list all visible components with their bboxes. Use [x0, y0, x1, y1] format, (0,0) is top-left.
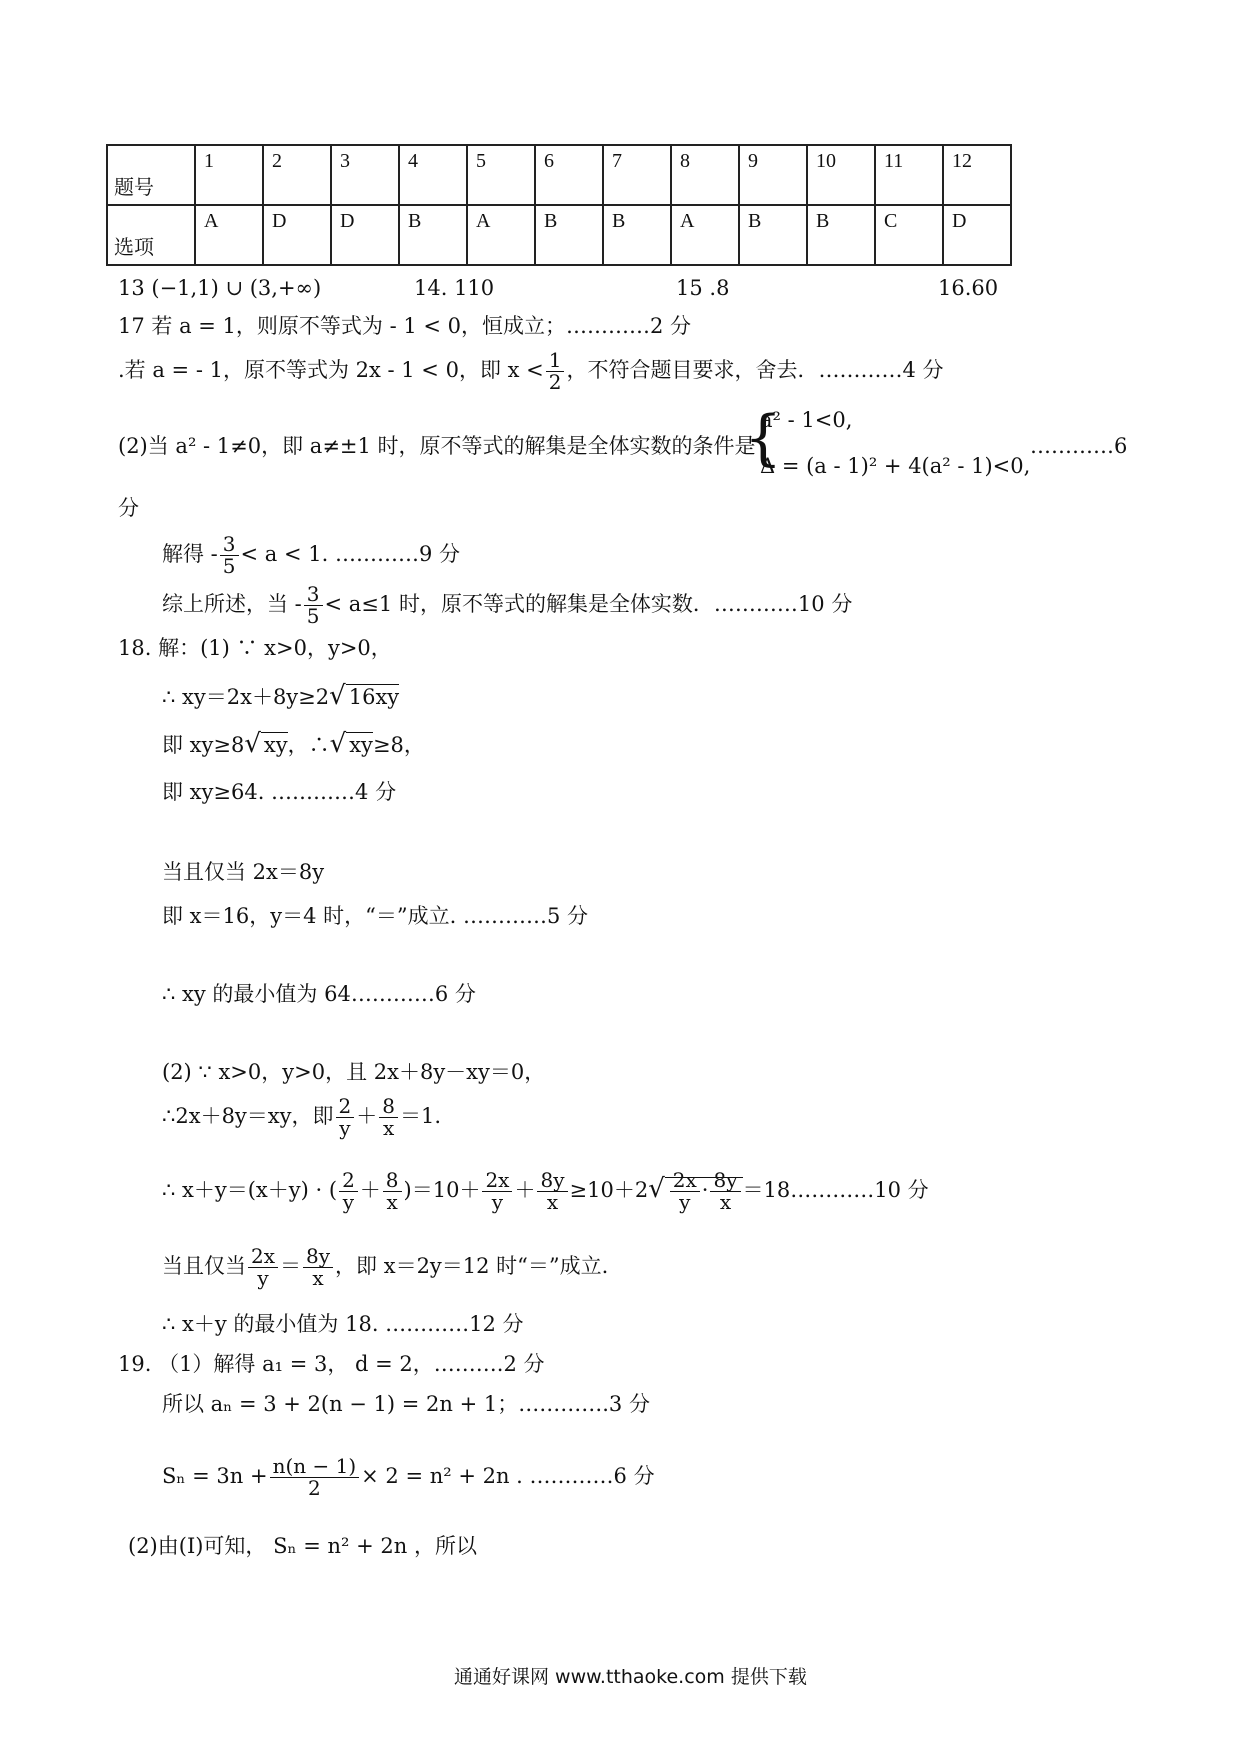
fraction-numerator: 2 — [336, 1096, 355, 1118]
q19-line-3 — [162, 1456, 655, 1499]
fraction-denominator: x — [312, 1266, 324, 1290]
table-cell: 3 — [331, 145, 399, 205]
q17-line-1: 17 若 a = 1，则原不等式为 - 1 < 0，恒成立；…………2 分 — [118, 314, 692, 338]
fraction-numerator: 1 — [546, 350, 565, 372]
table-cell: C — [875, 205, 943, 265]
fraction — [220, 534, 239, 577]
q17-line-4-text-a: 解得 - — [162, 542, 218, 566]
table-cell: D — [263, 205, 331, 265]
fraction-numerator: 8 — [379, 1096, 398, 1118]
table-cell: B — [603, 205, 671, 265]
table-cell: A — [195, 205, 263, 265]
q18-line-8: (2) ∵ x>0，y>0，且 2x＋8y－xy＝0， — [162, 1060, 546, 1084]
sqrt-symbol: √ — [329, 729, 347, 759]
answer-14: 14. 110 — [414, 276, 495, 300]
fraction-numerator: 2x — [248, 1246, 278, 1268]
q17-score-6: …………6 — [1030, 434, 1128, 458]
fraction-numerator: 2x — [670, 1170, 700, 1192]
q17-line-5-text-b: < a≤1 时，原不等式的解集是全体实数．…………10 分 — [324, 592, 853, 616]
q17-score-unit: 分 — [118, 496, 139, 520]
q19-line-2: 所以 aₙ = 3 + 2(n − 1) = 2n + 1；………….3 分 — [162, 1392, 650, 1416]
table-cell: 5 — [467, 145, 535, 205]
q17-line-5 — [162, 584, 852, 627]
fraction-denominator: y — [342, 1190, 355, 1214]
q18-line-12: ∴ x＋y 的最小值为 18. …………12 分 — [162, 1312, 524, 1336]
q18-line-9 — [162, 1096, 441, 1139]
radicand — [665, 1168, 743, 1214]
q18-line-4: 即 xy≥64. …………4 分 — [162, 780, 397, 804]
fraction-numerator: 8y — [710, 1170, 740, 1192]
fraction-numerator: 2x — [482, 1170, 512, 1192]
radicand: xy — [261, 732, 288, 757]
q18-line-9-text-a: ∴2x＋8y＝xy，即 — [162, 1104, 334, 1128]
fraction — [383, 1170, 402, 1213]
q17-line-3: (2)当 a² - 1≠0，即 a≠±1 时，原不等式的解集是全体实数的条件是 — [118, 434, 756, 458]
q18-line-6: 即 x＝16，y＝4 时，“＝”成立. …………5 分 — [162, 904, 588, 928]
fraction-denominator: x — [719, 1190, 732, 1214]
header-label: 题号 — [107, 145, 195, 205]
fraction-denominator: x — [382, 1116, 395, 1140]
radicand: 16xy — [346, 684, 399, 709]
answer-table — [106, 144, 1012, 266]
table-cell: 4 — [399, 145, 467, 205]
q18-line-10-text-b: )＝10＋ — [403, 1178, 481, 1202]
table-cell: 1 — [195, 145, 263, 205]
q19-line-1: 19. （1）解得 a₁ = 3， d = 2，……….2 分 — [118, 1352, 545, 1376]
q18-line-2 — [162, 682, 399, 711]
radicand: xy — [346, 732, 373, 757]
answer-16: 16.60 — [938, 276, 999, 300]
q18-line-10 — [162, 1170, 929, 1213]
fraction-denominator: 2 — [548, 370, 562, 394]
table-cell: A — [467, 205, 535, 265]
table-row-answers — [107, 205, 1011, 265]
q18-line-1: 18. 解：(1) ∵ x>0，y>0， — [118, 636, 392, 660]
fraction-denominator: x — [386, 1190, 398, 1214]
fraction-numerator: 2 — [339, 1170, 358, 1192]
fraction — [379, 1096, 398, 1139]
table-cell: B — [535, 205, 603, 265]
fraction-denominator: 2 — [308, 1476, 321, 1500]
q19-line-4: (2)由(Ⅰ)可知， Sₙ = n² + 2n ，所以 — [128, 1534, 477, 1558]
fraction-numerator: n(n − 1) — [270, 1456, 360, 1478]
q18-line-7: ∴ xy 的最小值为 64…………6 分 — [162, 982, 476, 1006]
q18-line-11-text-a: 当且仅当 — [162, 1254, 246, 1278]
equals-sign: ＝ — [280, 1254, 302, 1278]
answer-13: 13 (−1,1) ∪ (3,+∞) — [118, 276, 322, 300]
fraction-numerator: 8 — [383, 1170, 402, 1192]
table-cell: 2 — [263, 145, 331, 205]
fraction — [537, 1170, 567, 1213]
table-row-numbers — [107, 145, 1011, 205]
fraction — [304, 584, 323, 627]
fraction-denominator: y — [491, 1190, 504, 1214]
plus-sign: ＋ — [514, 1178, 536, 1202]
table-cell: D — [943, 205, 1011, 265]
fraction-denominator: 5 — [222, 554, 236, 578]
system-line-2: Δ = (a - 1)² + 4(a² - 1)<0, — [760, 454, 1031, 478]
q18-line-5: 当且仅当 2x＝8y — [162, 860, 325, 884]
q17-line-2-text-a: .若 a = - 1，原不等式为 2x - 1 < 0，即 x < — [118, 358, 544, 382]
table-cell: B — [739, 205, 807, 265]
fraction-denominator: x — [546, 1190, 559, 1214]
fraction — [248, 1246, 278, 1289]
fraction — [339, 1170, 358, 1213]
fraction — [336, 1096, 355, 1139]
fraction — [546, 350, 565, 393]
q18-line-3-text-a: 即 xy≥8 — [162, 733, 245, 757]
plus-sign: ＋ — [356, 1104, 378, 1128]
q18-line-10-text-a: ∴ x＋y＝(x＋y) · ( — [162, 1178, 338, 1202]
q17-line-4 — [162, 534, 460, 577]
fraction — [270, 1456, 360, 1499]
fraction — [710, 1170, 740, 1213]
q19-line-3-text-b: × 2 = n² + 2n . …………6 分 — [361, 1464, 655, 1488]
q18-line-10-text-d: ＝18…………10 分 — [742, 1178, 929, 1202]
table-cell: 8 — [671, 145, 739, 205]
fraction-numerator: 3 — [304, 584, 323, 606]
table-cell: 11 — [875, 145, 943, 205]
fraction — [482, 1170, 512, 1213]
table-cell: B — [399, 205, 467, 265]
fraction-denominator: y — [257, 1266, 269, 1290]
q18-line-3-text-c: ≥8， — [372, 733, 425, 757]
q17-line-2 — [118, 350, 944, 393]
table-cell: 12 — [943, 145, 1011, 205]
q19-line-3-text-a: Sₙ = 3n + — [162, 1464, 268, 1488]
footer-text: 通通好课网 www.tthaoke.com 提供下载 — [454, 1666, 807, 1688]
answer-15: 15 .8 — [676, 276, 730, 300]
table-cell: 10 — [807, 145, 875, 205]
table-cell: A — [671, 205, 739, 265]
fraction-numerator: 3 — [220, 534, 239, 556]
fraction — [303, 1246, 333, 1289]
dot-operator: · — [701, 1178, 709, 1202]
fraction-numerator: 8y — [537, 1170, 567, 1192]
fraction-denominator: 5 — [306, 604, 320, 628]
sqrt-symbol: √ — [648, 1174, 665, 1204]
fraction-denominator: y — [339, 1116, 351, 1140]
sqrt-symbol: √ — [329, 681, 346, 711]
fraction-denominator: y — [679, 1190, 691, 1214]
q18-line-10-text-c: ≥10＋2 — [569, 1178, 649, 1202]
table-cell: 9 — [739, 145, 807, 205]
table-cell: 7 — [603, 145, 671, 205]
option-label: 选项 — [107, 205, 195, 265]
fraction — [670, 1170, 700, 1213]
table-cell: D — [331, 205, 399, 265]
plus-sign: ＋ — [359, 1178, 381, 1202]
fraction-numerator: 8y — [303, 1246, 333, 1268]
q18-line-3-text-b: ，∴ — [287, 733, 330, 757]
system-line-1: a² - 1<0, — [760, 408, 853, 432]
q18-line-9-text-b: ＝1. — [399, 1104, 442, 1128]
q17-line-4-text-b: < a < 1. …………9 分 — [240, 542, 461, 566]
table-cell: 6 — [535, 145, 603, 205]
q18-line-11 — [162, 1246, 608, 1289]
q17-line-2-text-b: ，不符合题目要求，舍去．…………4 分 — [566, 358, 944, 382]
q18-line-2-text: ∴ xy＝2x＋8y≥2 — [162, 685, 330, 709]
left-brace: { — [744, 403, 783, 473]
q18-line-11-text-b: ，即 x＝2y＝12 时“＝”成立. — [335, 1254, 609, 1278]
sqrt-symbol: √ — [244, 729, 261, 759]
q17-line-5-text-a: 综上所述，当 - — [162, 592, 302, 616]
q18-line-3 — [162, 730, 425, 759]
table-cell: B — [807, 205, 875, 265]
